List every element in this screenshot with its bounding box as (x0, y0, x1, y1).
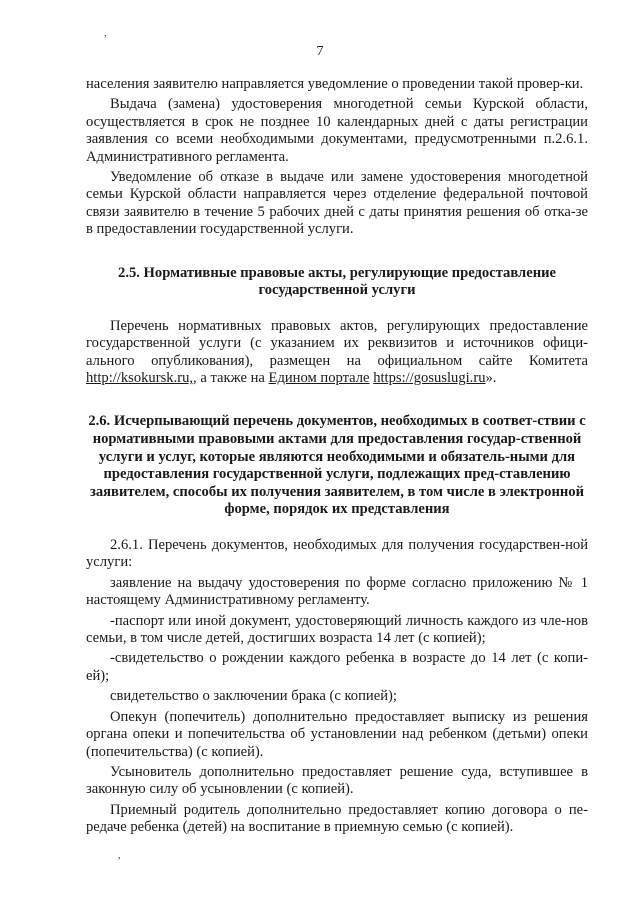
text: , а также на (193, 370, 269, 387)
paragraph-legal-acts (86, 318, 588, 388)
paragraph: 2.6.1. Перечень документов, необходимых для получения государствен-ной услуги: (86, 537, 588, 571)
paragraph: населения заявителю направляется уведомление о проведении такой провер-ки. (86, 76, 584, 92)
gosuslugi-link[interactable]: https://gosuslugi.ru (373, 370, 486, 387)
section-heading-2-6: 2.6. Исчерпывающий перечень документов, необходимых в соответ-ствии с нормативными правовыми актами для предоставления государ-ственной услуги и услуг, которые являются необходимыми и обязатель-ными для предоставления государственной услуги, подлежащих пред-ставлению заявителем, способы их получения заявителем, в том числе в электронной форме, порядок их представления (88, 413, 586, 518)
paragraph: Приемный родитель дополнительно предоставляет копию договора о пе-редаче ребенка (детей) на воспитание в приемную семью (с копией). (86, 801, 588, 836)
list-item: -свидетельство о рождении каждого ребенка в возрасте до 14 лет (с копи-ей); (86, 650, 588, 684)
document-body (86, 76, 588, 840)
list-item: свидетельство о заключении брака (с копией); (110, 688, 397, 705)
scan-mark: , (118, 850, 121, 861)
paragraph: Усыновитель дополнительно предоставляет решение суда, вступившее в законную силу об усыновлении (с копией). (86, 763, 588, 798)
committee-site-link[interactable]: http://ksokursk.ru, (86, 370, 194, 387)
unified-portal-link[interactable]: Едином портале (268, 370, 370, 387)
list-item: -паспорт или иной документ, удостоверяющий личность каждого из чле-нов семьи, в том числе детей, достигших возраста 14 лет (с копией); (86, 612, 588, 647)
text: Перечень нормативных правовых актов, регулирующих предоставление государственной услуги (с указанием их реквизитов и источников офици-ального опубликования), размещен на официальном сайте Комитета (86, 317, 588, 369)
paragraph: Опекун (попечитель) дополнительно предоставляет выписку из решения органа опеки и попечительства об установлении над ребенком (детьми) опеки (попечительства) (с копией). (86, 708, 588, 760)
section-heading-2-5: 2.5. Нормативные правовые акты, регулирующие предоставление государственной услуги (118, 264, 556, 299)
paragraph: Уведомление об отказе в выдаче или замене удостоверения многодетной семьи Курской области направляется через отделение федеральной почтовой связи заявителю в течение 5 рабочих дней с даты принятия решения об отка-зе в предоставлении государственной услуги. (86, 169, 588, 238)
scan-mark: , (104, 28, 107, 39)
text: ». (485, 370, 497, 387)
list-item: заявление на выдачу удостоверения по форме согласно приложению № 1 настоящему Административному регламенту. (86, 574, 588, 609)
page-number: 7 (316, 44, 324, 59)
paragraph: Выдача (замена) удостоверения многодетной семьи Курской области, осуществляется в срок не позднее 10 календарных дней с даты регистрации заявления со всеми необходимыми документами, предусмотренными п.2.6.1. Административного регламента. (86, 96, 588, 165)
